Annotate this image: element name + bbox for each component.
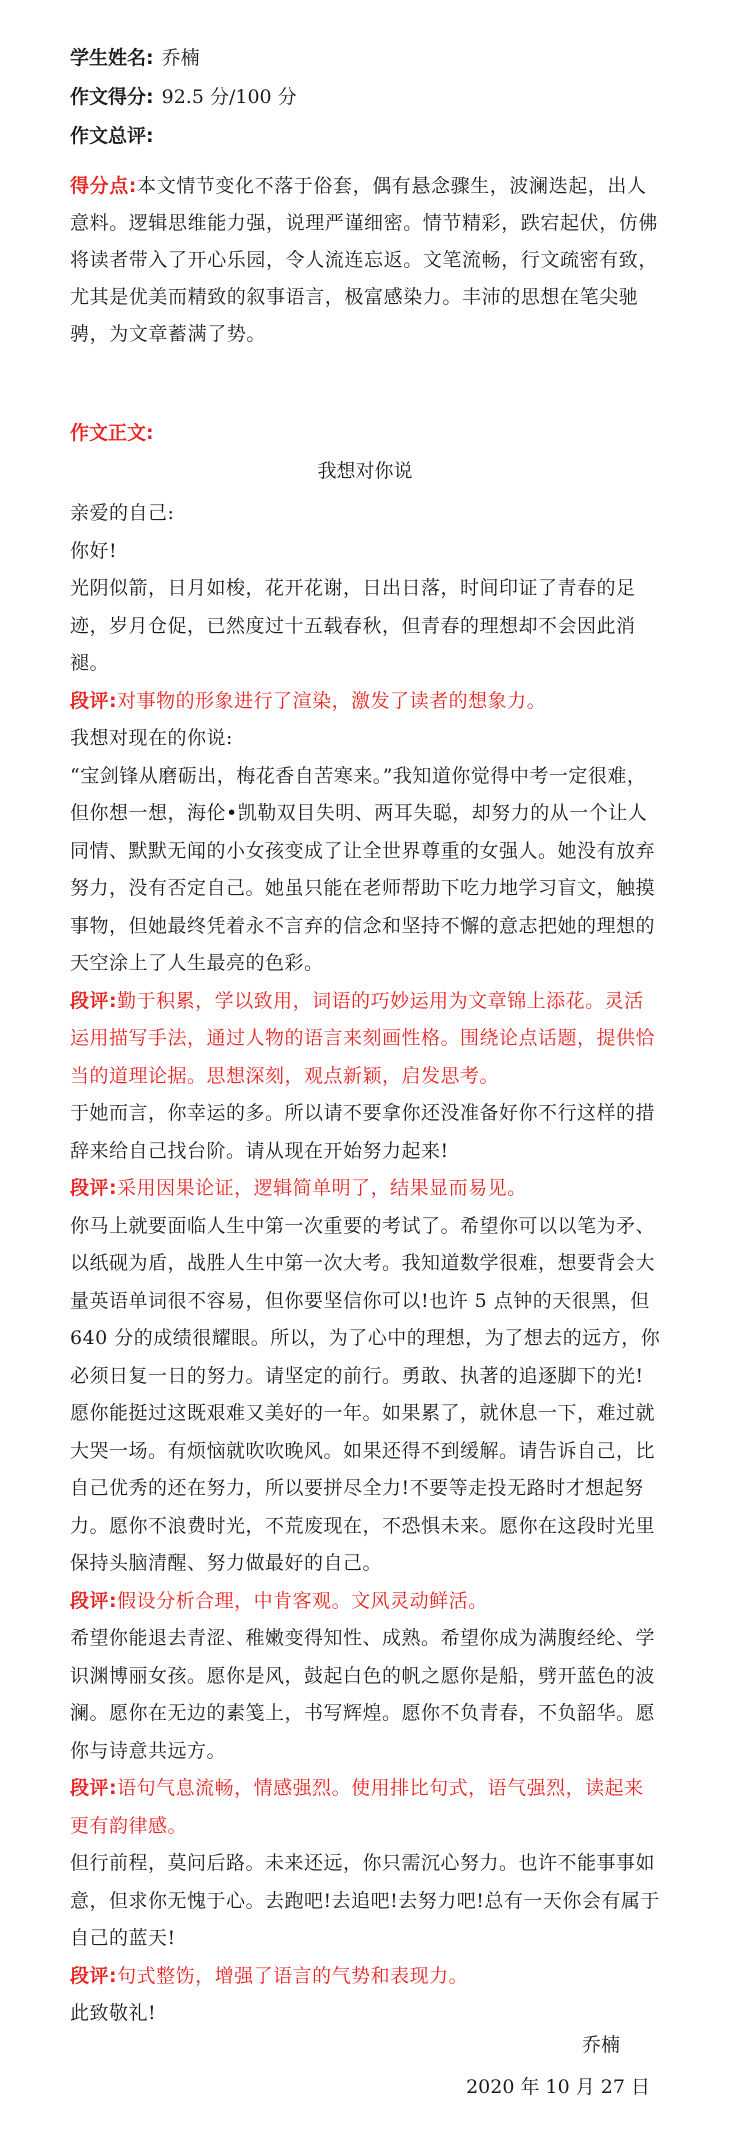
essay-paragraph-5: 你马上就要面临人生中第一次重要的考试了。希望你可以以笔为矛、以纸砚为盾，战胜人生中第一次大考。我知道数学很难，想要背会大量英语单词很不容易，但你要坚信你可以!也许 5 点钟的天很黑，但 640 分的成绩很耀眼。所以，为了心中的理想，为了想去的远方，你必须日复一日的努力。请坚定的前行。勇敢、执著的追逐脚下的光!愿你能挺过这既艰难又美好的一年。如果累了，就休息一下，难过就大哭一场。有烦恼就吹吹晚风。如果还得不到缓解。请告诉自己，比自己优秀的还在努力，所以要拼尽全力!不要等走投无路时才想起努力。愿你不浪费时光，不荒废现在，不恐惧未来。愿你在这段时光里保持头脑清醒、努力做最好的自己。: [70, 1214, 661, 1574]
score-value: 92.5 分/100 分: [161, 86, 297, 108]
comment-text: 假设分析合理，中肯客观。文风灵动鲜活。: [117, 1589, 488, 1612]
paragraph-comment-3: [70, 1170, 662, 1208]
essay-salutation: 亲爱的自己:: [70, 502, 175, 524]
essay-paragraph-1: 光阴似箭，日月如梭，花开花谢，日出日落，时间印证了青春的足迹，岁月仓促，已然度过十五载春秋，但青春的理想却不会因此消褪。: [70, 577, 636, 674]
score-line: [70, 79, 297, 115]
comment-text: 采用因果论证，逻辑简单明了，结果显而易见。: [117, 1177, 527, 1199]
essay-greeting: 你好!: [70, 539, 118, 562]
paragraph-comment-5: [70, 1770, 662, 1845]
paragraph-comment-1: [70, 683, 662, 721]
student-info: [70, 40, 297, 157]
essay-label: 作文正文:: [70, 422, 154, 444]
essay-paragraph-6: 希望你能退去青涩、稚嫩变得知性、成熟。希望你成为满腹经纶、学识渊博丽女孩。愿你是风，鼓起白色的帆之愿你是船，劈开蓝色的波澜。愿你在无边的素笺上，书写辉煌。愿你不负青春，不负韶华。愿你与诗意共远方。: [70, 1627, 656, 1762]
paragraph-comment-2: [70, 983, 662, 1096]
paragraph-comment-6: [70, 1958, 662, 1996]
essay-title: 我想对你说: [317, 460, 413, 482]
review-line: [70, 118, 297, 154]
summary-section: [70, 168, 662, 353]
comment-label: 段评:: [70, 1177, 118, 1199]
essay-closing: 此致敬礼!: [70, 2002, 157, 2024]
comment-label: 段评:: [70, 1589, 118, 1612]
summary-text: 本文情节变化不落于俗套，偶有悬念骤生，波澜迭起，出人意料。逻辑思维能力强，说理严谨细密。情节精彩，跌宕起伏，仿佛将读者带入了开心乐园，令人流连忘返。文笔流畅，行文疏密有致，尤其是优美而精致的叙事语言，极富感染力。丰沛的思想在笔尖驰骋，为文章蓄满了势。: [70, 175, 659, 345]
essay-paragraph-7: 但行前程，莫问后路。未来还远，你只需沉心努力。也许不能事事如意，但求你无愧于心。去跑吧!去追吧!去努力吧!总有一天你会有属于自己的蓝天!: [70, 1852, 660, 1949]
summary-label: 得分点:: [70, 175, 137, 197]
date: 2020 年 10 月 27 日: [466, 2076, 650, 2098]
student-name-value: 乔楠: [161, 47, 200, 69]
student-name-label: 学生姓名:: [70, 47, 154, 69]
comment-label: 段评:: [70, 689, 118, 712]
comment-label: 段评:: [70, 1777, 118, 1799]
signature: 乔楠: [581, 2034, 620, 2056]
review-label: 作文总评:: [70, 125, 154, 147]
comment-text: 勤于积累，学以致用，词语的巧妙运用为文章锦上添花。灵活运用描写手法，通过人物的语言来刻画性格。围绕论点话题，提供恰当的道理论据。思想深刻，观点新颖，启发思考。: [70, 989, 656, 1087]
essay-body: [70, 495, 662, 2033]
paragraph-comment-4: [70, 1583, 662, 1621]
comment-text: 语句气息流畅，情感强烈。使用排比句式，语气强烈，读起来更有韵律感。: [70, 1777, 644, 1837]
score-label: 作文得分:: [70, 86, 154, 108]
essay-paragraph-4: 于她而言，你幸运的多。所以请不要拿你还没准备好你不行这样的措辞来给自己找台阶。请从现在开始努力起来!: [70, 1102, 656, 1162]
comment-label: 段评:: [70, 989, 118, 1012]
essay-paragraph-3: “宝剑锋从磨砺出，梅花香自苦寒来。”我知道你觉得中考一定很难，但你想一想，海伦•凯勒双目失明、两耳失聪，却努力的从一个让人同情、默默无闻的小女孩变成了让全世界尊重的女强人。她没有放弃努力，没有否定自己。她虽只能在老师帮助下吃力地学习盲文，触摸事物，但她最终凭着永不言弃的信念和坚持不懈的意志把她的理想的天空涂上了人生最亮的色彩。: [70, 764, 656, 974]
comment-text: 句式整饬，增强了语言的气势和表现力。: [117, 1964, 469, 1987]
comment-label: 段评:: [70, 1964, 118, 1987]
essay-paragraph-2: 我想对现在的你说:: [70, 727, 233, 749]
student-name-line: [70, 40, 297, 76]
comment-text: 对事物的形象进行了渲染，激发了读者的想象力。: [117, 689, 547, 712]
